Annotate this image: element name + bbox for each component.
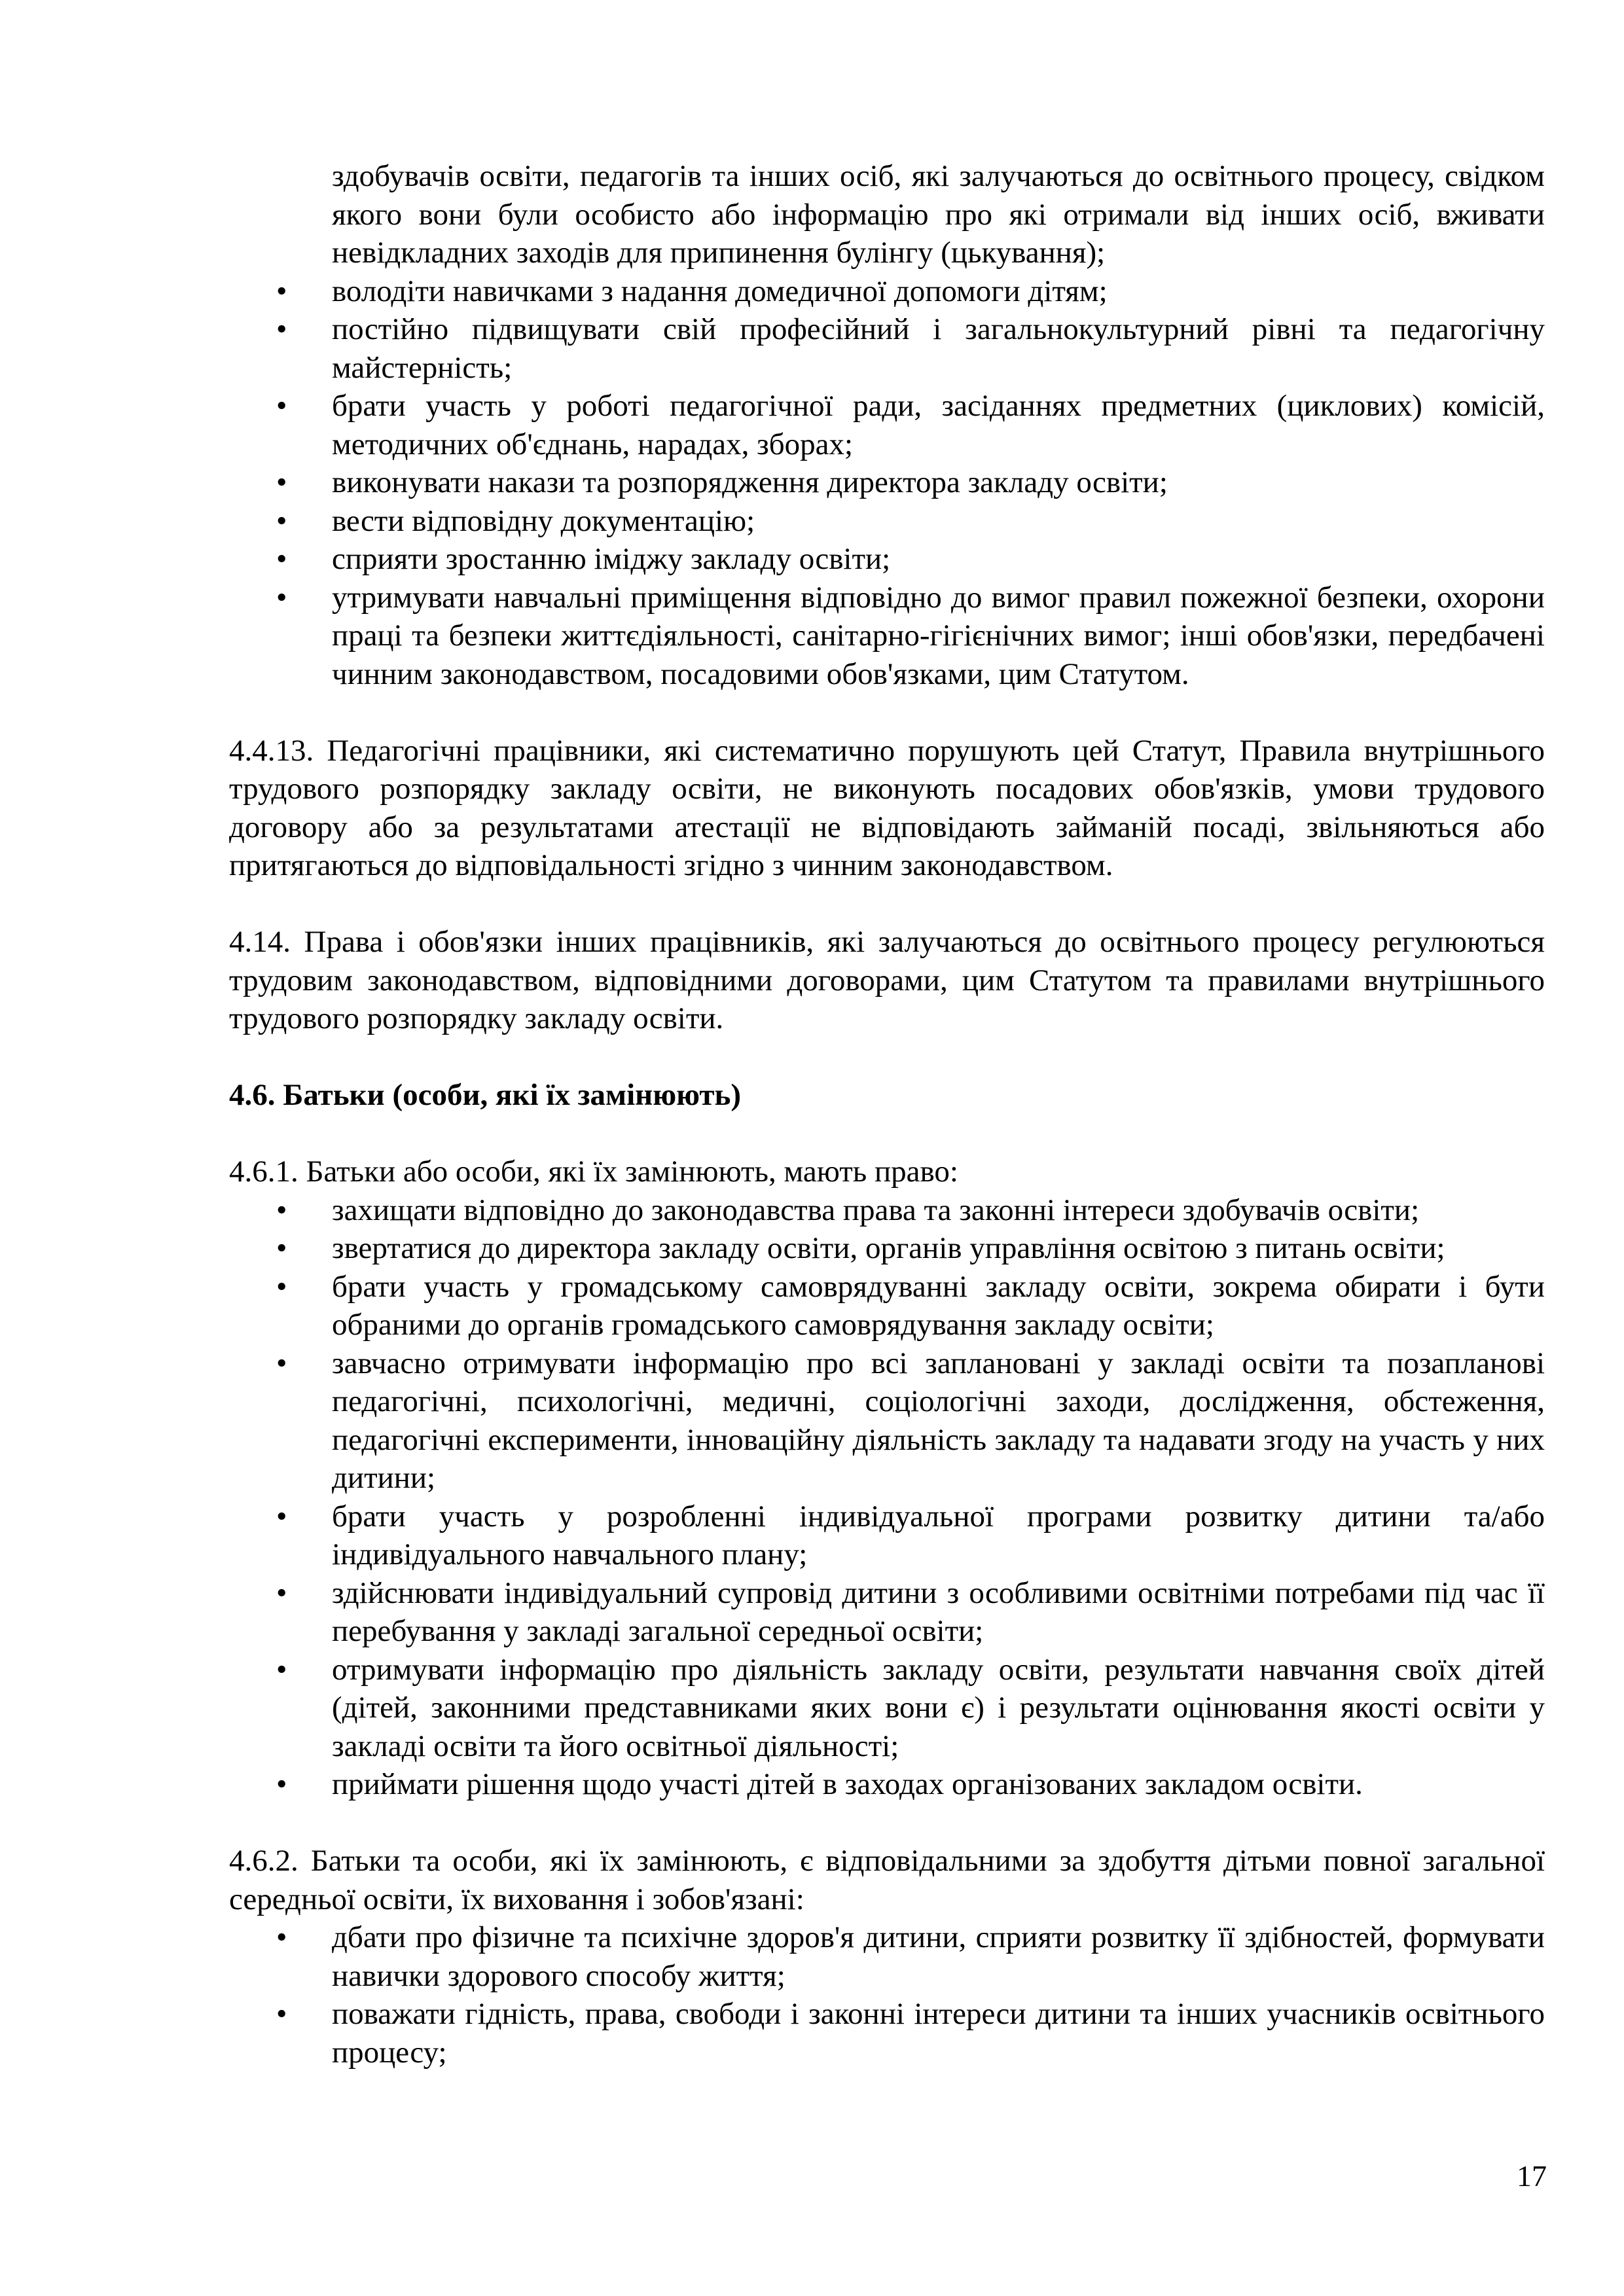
bullet-icon: • xyxy=(276,312,287,346)
parents-duties-list xyxy=(229,1918,1545,2072)
list-item-text: сприяти зростанню іміджу закладу освіти; xyxy=(332,542,891,576)
list-item-text: здійснювати індивідуальний супровід дитини з особливими освітніми потребами під час її перебування у закладі загальної середньої освіти; xyxy=(332,1575,1545,1648)
bullet-icon: • xyxy=(276,542,287,576)
list-item-text: приймати рішення щодо участі дітей в заходах організованих закладом освіти. xyxy=(332,1767,1363,1801)
list-item xyxy=(229,1344,1545,1498)
list-item xyxy=(229,1765,1545,1804)
list-item-text: вести відповідну документацію; xyxy=(332,503,755,538)
parents-rights-list xyxy=(229,1191,1545,1804)
list-item-text: утримувати навчальні приміщення відповідно до вимог правил пожежної безпеки, охорони праці та безпеки життєдіяльності, санітарно-гігієнічних вимог; інші обов'язки, передбачені чинним законодавством, посадовими обов'язками, цим Статутом. xyxy=(332,580,1545,691)
list-item xyxy=(229,1651,1545,1766)
bullet-icon: • xyxy=(276,1997,287,2031)
list-item-text: звертатися до директора закладу освіти, органів управління освітою з питань освіти; xyxy=(332,1231,1445,1265)
paragraph-4-6-2: 4.6.2. Батьки та особи, які їх замінюють, є відповідальними за здобуття дітьми повної загальної середньої освіти, їх виховання і зобов'язані: xyxy=(229,1844,1545,1916)
list-item xyxy=(229,272,1545,311)
list-item xyxy=(229,387,1545,463)
bullet-icon: • xyxy=(276,274,287,308)
bullet-icon: • xyxy=(276,1499,287,1534)
bullet-icon: • xyxy=(276,1231,287,1265)
bullet-icon: • xyxy=(276,465,287,499)
page-number: 17 xyxy=(1517,2159,1547,2193)
list-item xyxy=(229,1268,1545,1344)
list-item xyxy=(229,1918,1545,1995)
bullet-icon: • xyxy=(276,503,287,538)
list-item-text: брати участь у розробленні індивідуальної програми розвитку дитини та/або індивідуального навчального плану; xyxy=(332,1499,1545,1571)
list-item xyxy=(229,463,1545,502)
bullet-icon: • xyxy=(276,389,287,423)
list-item-text: дбати про фізичне та психічне здоров'я дитини, сприяти розвитку її здібностей, формувати навички здорового способу життя; xyxy=(332,1920,1545,1993)
list-item xyxy=(229,579,1545,694)
bullet-icon: • xyxy=(276,1269,287,1304)
teacher-duties-list xyxy=(229,272,1545,694)
list-item-text: постійно підвищувати свій професійний і загальнокультурний рівні та педагогічну майстерність; xyxy=(332,312,1545,385)
list-item xyxy=(229,1995,1545,2072)
list-item xyxy=(229,1498,1545,1574)
list-item-text: поважати гідність, права, свободи і законні інтереси дитини та інших учасників освітнього процесу; xyxy=(332,1997,1545,2070)
bullet-icon: • xyxy=(276,1346,287,1380)
list-item-text: завчасно отримувати інформацію про всі заплановані у закладі освіти та позапланові педагогічні, психологічні, медичні, соціологічні заходи, дослідження, обстеження, педагогічні експерименти, інноваційну діяльність закладу та надавати згоду на участь у них дитини; xyxy=(332,1346,1545,1495)
list-item xyxy=(229,310,1545,387)
list-item xyxy=(229,502,1545,541)
continuation-paragraph: здобувачів освіти, педагогів та інших осіб, які залучаються до освітнього процесу, свідком якого вони були особисто або інформацію про які отримали від інших осіб, вживати невідкладних заходів для припинення булінгу (цькування); xyxy=(332,159,1545,270)
paragraph-4-4-13: 4.4.13. Педагогічні працівники, які систематично порушують цей Статут, Правила внутрішнього трудового розпорядку закладу освіти, не виконують посадових обов'язків, умови трудового договору або за результатами атестації не відповідають займаній посаді, звільняються або притягаються до відповідальності згідно з чинним законодавством. xyxy=(229,733,1545,882)
list-item-text: брати участь у громадському самоврядуванні закладу освіти, зокрема обирати і бути обраними до органів громадського самоврядування закладу освіти; xyxy=(332,1269,1545,1342)
section-heading-4-6: 4.6. Батьки (особи, які їх замінюють) xyxy=(229,1078,742,1112)
list-item xyxy=(229,1191,1545,1230)
bullet-icon: • xyxy=(276,580,287,615)
list-item xyxy=(229,540,1545,579)
paragraph-4-14: 4.14. Права і обов'язки інших працівників, які залучаються до освітнього процесу регулюються трудовим законодавством, відповідними договорами, цим Статутом та правилами внутрішнього трудового розпорядку закладу освіти. xyxy=(229,925,1545,1035)
list-item-text: отримувати інформацію про діяльність закладу освіти, результати навчання своїх дітей (дітей, законними представниками яких вони є) і результати оцінювання якості освіти у закладі освіти та його освітньої діяльності; xyxy=(332,1652,1545,1763)
list-item-text: володіти навичками з надання домедичної допомоги дітям; xyxy=(332,274,1108,308)
bullet-icon: • xyxy=(276,1575,287,1610)
document-body xyxy=(229,157,1545,2072)
list-item-text: виконувати накази та розпорядження директора закладу освіти; xyxy=(332,465,1168,499)
list-item xyxy=(229,1574,1545,1651)
list-item xyxy=(229,1229,1545,1268)
list-item-text: захищати відповідно до законодавства права та законні інтереси здобувачів освіти; xyxy=(332,1193,1420,1227)
bullet-icon: • xyxy=(276,1767,287,1801)
bullet-icon: • xyxy=(276,1920,287,1954)
list-item-text: брати участь у роботі педагогічної ради, засіданнях предметних (циклових) комісій, методичних об'єднань, нарадах, зборах; xyxy=(332,389,1545,461)
bullet-icon: • xyxy=(276,1193,287,1227)
bullet-icon: • xyxy=(276,1652,287,1687)
paragraph-4-6-1: 4.6.1. Батьки або особи, які їх замінюють, мають право: xyxy=(229,1155,958,1189)
